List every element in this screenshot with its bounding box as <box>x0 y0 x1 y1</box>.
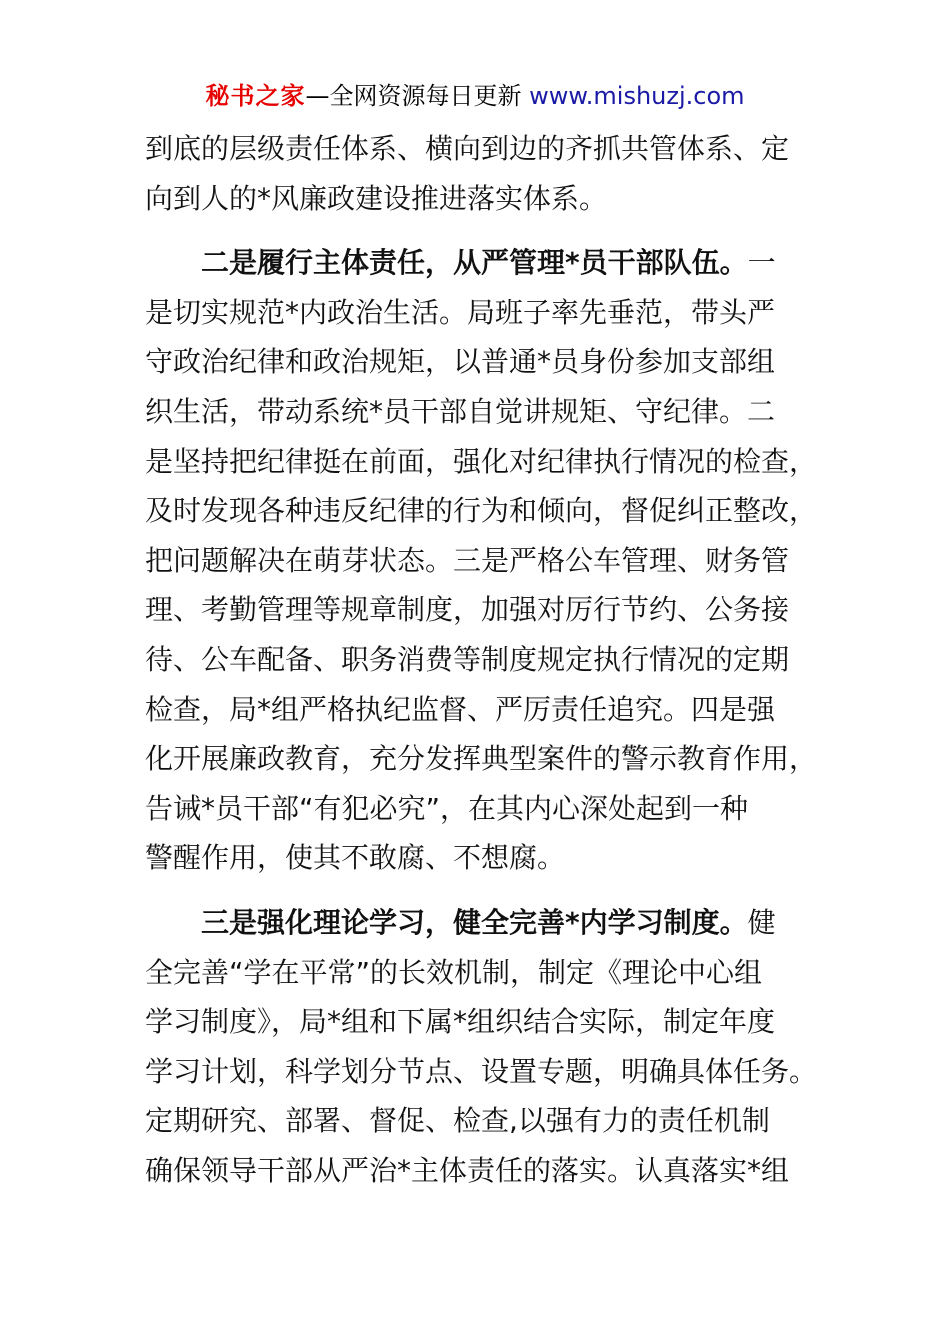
paragraph-spacer <box>145 883 845 898</box>
paragraph-line: 全完善“学在平常”的长效机制，制定《理论中心组 <box>145 955 763 989</box>
paragraph-line: 是切实规范*内政治生活。局班子率先垂范，带头严 <box>145 295 776 329</box>
paragraph-line: 织生活，带动系统*员干部自觉讲规矩、守纪律。二 <box>145 394 776 428</box>
document-body <box>145 124 845 1195</box>
paragraph-line: 及时发现各种违反纪律的行为和倾向，督促纠正整改， <box>145 494 818 528</box>
paragraph-line: 把问题解决在萌芽状态。三是严格公车管理、财务管 <box>145 543 790 577</box>
site-url-link[interactable]: www.mishuzj.com <box>529 82 745 110</box>
paragraph-line: 到底的层级责任体系、横向到边的齐抓共管体系、定 <box>145 132 790 165</box>
header-slogan: —全网资源每日更新 <box>305 82 530 110</box>
paragraph-heading: 二是履行主体责任，从严管理*员干部队伍。 <box>201 246 748 280</box>
site-header <box>0 80 950 112</box>
paragraph-first-line <box>145 898 845 948</box>
paragraph-line: 警醒作用，使其不敢腐、不想腐。 <box>145 841 566 875</box>
paragraph-text: 健 <box>747 905 776 939</box>
paragraph-line: 化开展廉政教育，充分发挥典型案件的警示教育作用， <box>145 742 818 776</box>
paragraph-line: 告诫*员干部“有犯必究”，在其内心深处起到一种 <box>145 791 749 825</box>
paragraph-first-line <box>145 238 845 288</box>
paragraph-line: 学习计划，科学划分节点、设置专题，明确具体任务。 <box>145 1054 818 1088</box>
paragraph-line: 理、考勤管理等规章制度，加强对厉行节约、公务接 <box>145 593 790 627</box>
paragraph-line: 检查，局*组严格执纪监督、严厉责任追究。四是强 <box>145 692 776 726</box>
paragraph-line: 是坚持把纪律挺在前面，强化对纪律执行情况的检查， <box>145 444 818 478</box>
paragraph-line: 向到人的*风廉政建设推进落实体系。 <box>145 181 608 215</box>
brand-name: 秘书之家 <box>205 82 306 110</box>
paragraph-line: 守政治纪律和政治规矩，以普通*员身份参加支部组 <box>145 345 776 379</box>
paragraph-text: 一 <box>747 246 776 280</box>
paragraph-line: 确保领导干部从严治*主体责任的落实。认真落实*组 <box>145 1153 790 1187</box>
paragraph-line: 待、公车配备、职务消费等制度规定执行情况的定期 <box>145 642 790 676</box>
paragraph-line: 学习制度》，局*组和下属*组织结合实际，制定年度 <box>145 1005 776 1039</box>
paragraph-spacer <box>145 223 845 238</box>
paragraph-heading: 三是强化理论学习，健全完善*内学习制度。 <box>201 905 748 939</box>
paragraph-line: 定期研究、部署、督促、检查,以强有力的责任机制 <box>145 1104 770 1138</box>
